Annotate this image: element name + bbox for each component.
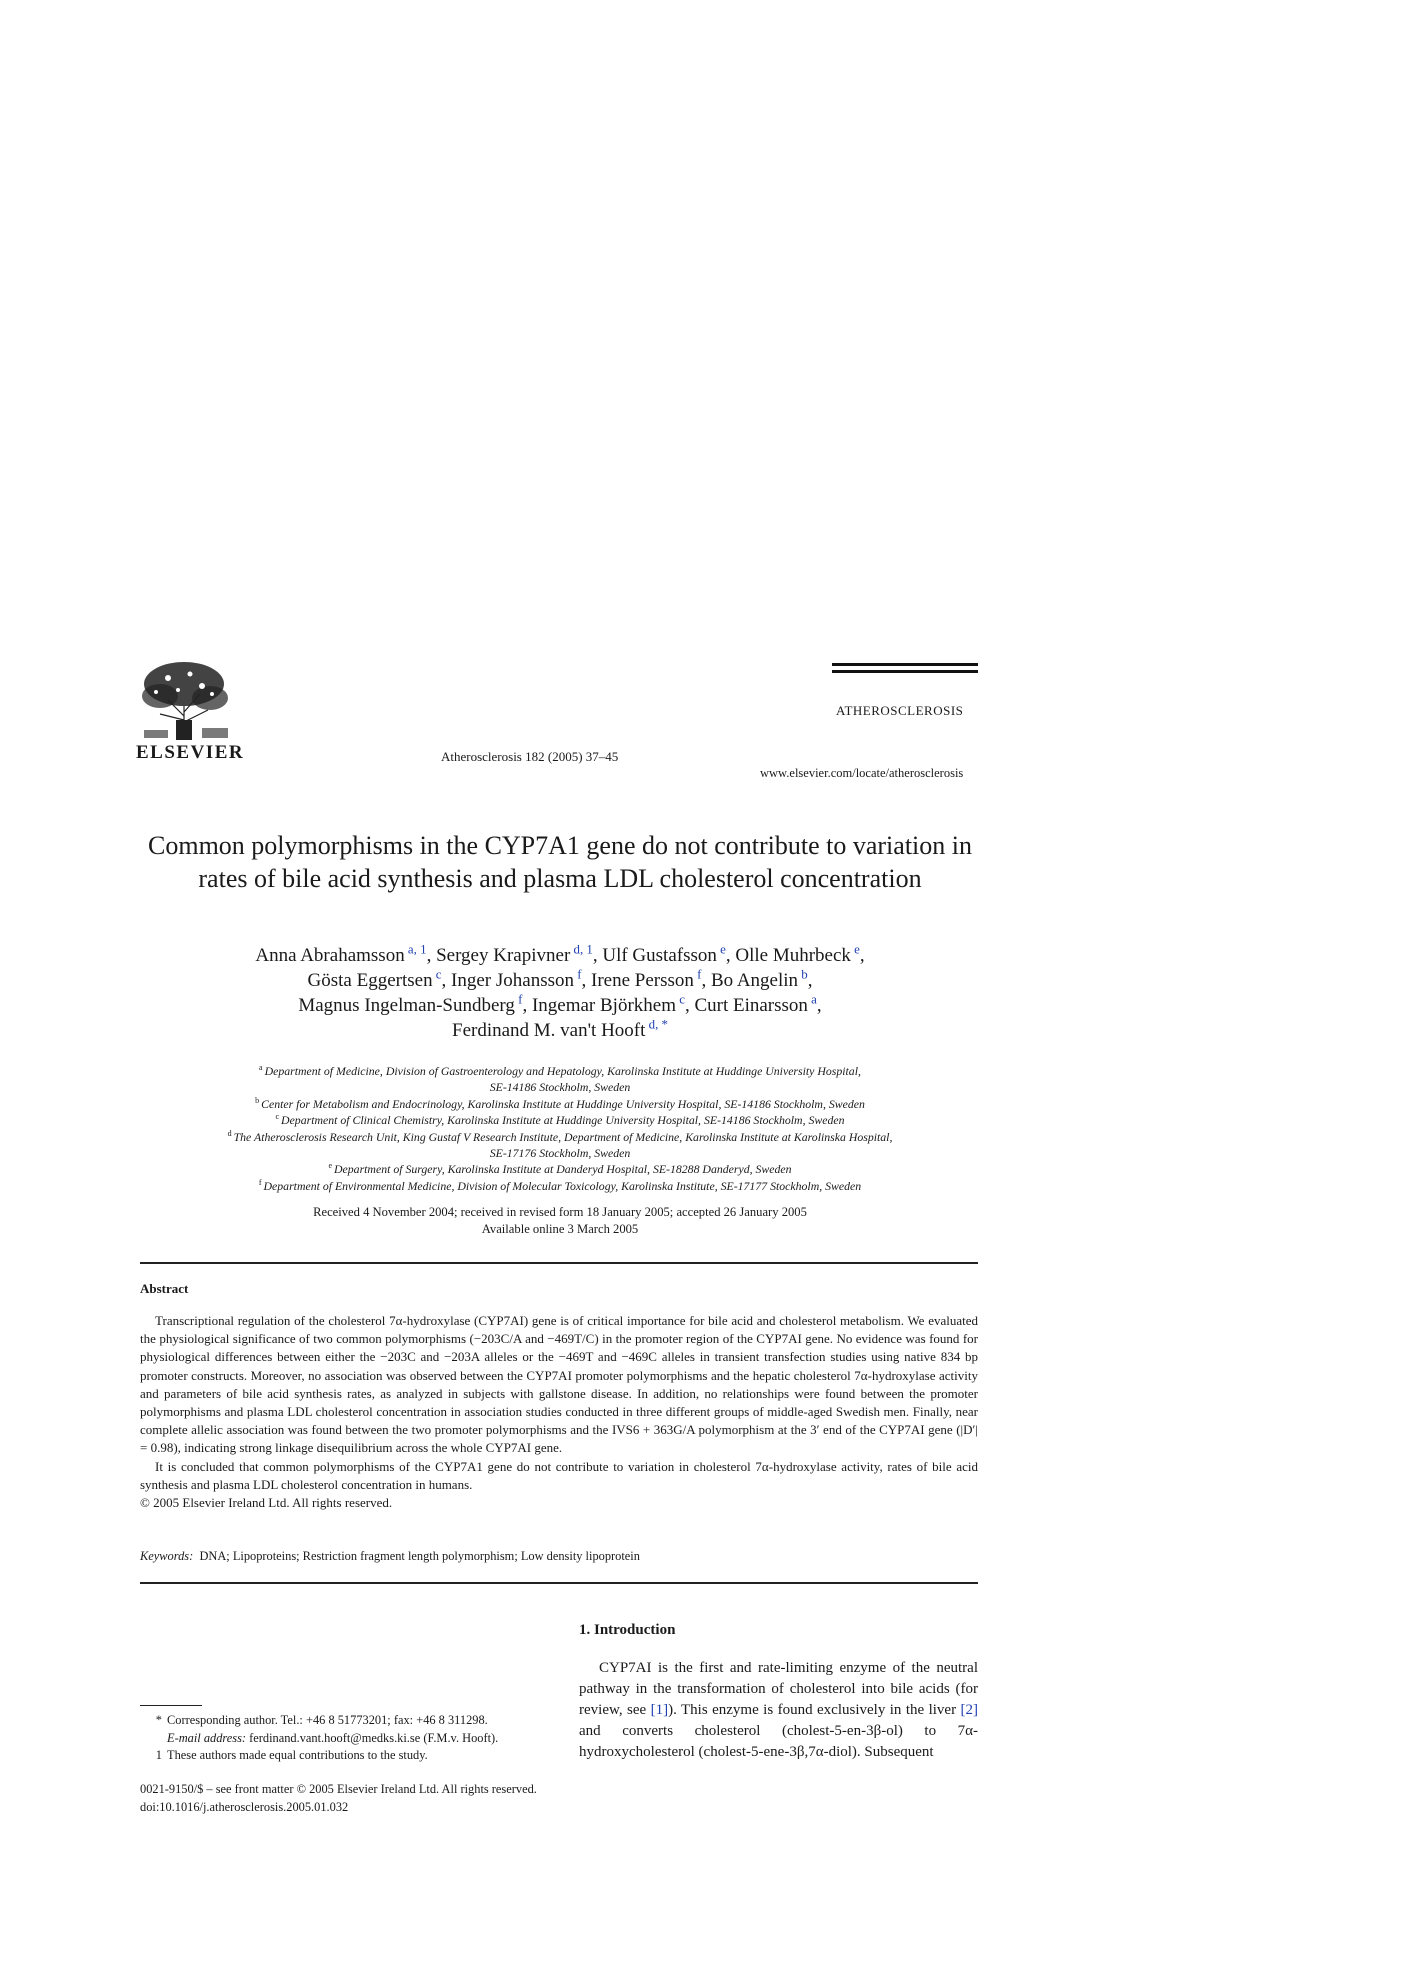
author-name: Magnus Ingelman-Sundberg	[298, 995, 515, 1016]
divider	[140, 1582, 978, 1584]
author-list	[140, 943, 980, 1043]
journal-rule	[832, 670, 978, 673]
affiliation-text: SE-17176 Stockholm, Sweden	[489, 1146, 631, 1161]
author-separator: ,	[684, 995, 695, 1016]
abstract-paragraph: It is concluded that common polymorphisms of the CYP7A1 gene do not contribute to variation in cholesterol 7α-hydroxylase activity, rates of bile acid synthesis and plasma LDL cholesterol concentration in humans.	[140, 1458, 978, 1492]
author-affiliation-marker[interactable]: e	[716, 941, 726, 957]
publisher-logo-text: ELSEVIER	[136, 742, 245, 763]
article-dates	[140, 1204, 980, 1238]
affiliation-list	[140, 1063, 980, 1194]
affiliation-key: f	[258, 1177, 264, 1187]
author-affiliation-marker[interactable]: f	[693, 966, 702, 982]
author-affiliation-marker[interactable]: d, *	[645, 1016, 668, 1032]
author-affiliation-marker[interactable]: a	[807, 991, 817, 1007]
author-separator: ,	[725, 945, 736, 966]
affiliation-key: e	[328, 1161, 335, 1171]
footnote-corresponding	[140, 1712, 560, 1730]
author-name: Anna Abrahamsson	[255, 945, 405, 966]
author-separator: ,	[859, 945, 865, 966]
author-separator: ,	[426, 945, 437, 966]
author-affiliation-marker[interactable]: e	[850, 941, 860, 957]
abstract-body	[140, 1312, 978, 1512]
affiliation-text: Center for Metabolism and Endocrinology, Karolinska Institute at Huddinge University Hospital, SE-14186 Stockholm, Sweden	[261, 1096, 865, 1111]
affiliation-b	[140, 1096, 980, 1112]
introduction-body	[579, 1658, 978, 1763]
available-online-date: Available online 3 March 2005	[481, 1222, 639, 1236]
intro-text-run: and converts cholesterol (cholest-5-en-3β-ol) to 7α-hydroxycholesterol (cholest-5-ene-3β,7α-diol). Subsequent	[579, 1723, 978, 1760]
author-separator: ,	[701, 970, 711, 991]
front-matter-note	[140, 1781, 537, 1817]
journal-reference: Atherosclerosis 182 (2005) 37–45	[441, 749, 619, 764]
author-name: Inger Johansson	[451, 970, 574, 991]
affiliation-text: The Atherosclerosis Research Unit, King Gustaf V Research Institute, Department of Medicine, Karolinska Institute at Karolinska Hospital,	[233, 1129, 893, 1144]
footnote-equal-contribution	[140, 1747, 560, 1765]
author-affiliation-marker[interactable]: f	[574, 966, 582, 982]
author-name: Irene Persson	[591, 970, 694, 991]
affiliation-text: SE-14186 Stockholm, Sweden	[489, 1080, 631, 1095]
author-affiliation-marker[interactable]: f	[514, 991, 523, 1007]
journal-rule	[832, 663, 978, 666]
author-affiliation-marker[interactable]: c	[432, 966, 442, 982]
doi-line[interactable]: doi:10.1016/j.atherosclerosis.2005.01.032	[140, 1799, 349, 1814]
journal-name: ATHEROSCLEROSIS	[836, 703, 964, 718]
divider	[140, 1262, 978, 1264]
author-name: Olle Muhrbeck	[735, 945, 851, 966]
footnote-marker: *	[155, 1713, 162, 1727]
affiliation-f	[140, 1178, 980, 1194]
author-affiliation-marker[interactable]: b	[798, 966, 808, 982]
introduction-heading: 1. Introduction	[579, 1622, 676, 1638]
email-address[interactable]: ferdinand.vant.hooft@medks.ki.se (F.M.v. Hooft).	[246, 1730, 499, 1745]
author-name: Sergey Krapivner	[436, 945, 571, 966]
affiliation-text: Department of Surgery, Karolinska Institute at Danderyd Hospital, SE-18288 Danderyd, Sweden	[334, 1162, 792, 1177]
affiliation-key: a	[259, 1063, 265, 1073]
author-name: Ferdinand M. van't Hooft	[452, 1020, 646, 1041]
author-affiliation-marker[interactable]: a, 1	[404, 941, 427, 957]
affiliation-text: Department of Environmental Medicine, Division of Molecular Toxicology, Karolinska Institute, SE-17177 Stockholm, Sweden	[263, 1178, 862, 1193]
keywords	[140, 1549, 640, 1564]
journal-url[interactable]: www.elsevier.com/locate/atherosclerosis	[760, 766, 964, 780]
affiliation-e	[140, 1161, 980, 1177]
author-name: Gösta Eggertsen	[307, 970, 433, 991]
keywords-label: Keywords:	[140, 1549, 194, 1563]
author-separator: ,	[592, 945, 603, 966]
affiliation-d	[140, 1129, 980, 1162]
citation-link[interactable]: [1]	[650, 1702, 669, 1718]
footnote-marker: 1	[155, 1748, 162, 1763]
affiliation-c	[140, 1112, 980, 1128]
footnote-email	[140, 1730, 560, 1748]
received-dates: Received 4 November 2004; received in revised form 18 January 2005; accepted 26 January 2005	[313, 1205, 807, 1219]
affiliation-text: Department of Medicine, Division of Gastroenterology and Hepatology, Karolinska Institute at Huddinge University Hospital,	[264, 1064, 861, 1078]
intro-text-run: ). This enzyme is found exclusively in the liver	[668, 1702, 961, 1718]
author-separator: ,	[522, 995, 532, 1016]
footnotes	[140, 1712, 560, 1765]
author-separator: ,	[441, 970, 452, 991]
abstract-paragraph: Transcriptional regulation of the cholesterol 7α-hydroxylase (CYP7AI) gene is of critical importance for bile acid and cholesterol metabolism. We evaluated the physiological significance of two common polymorphisms (−203C/A and −469T/C) in the promoter region of the CYP7AI gene. No evidence was found for physiological differences between either the −203C and −203A alleles or the −469T and −469C alleles in transient transfection studies using native 834 bp promoter constructs. Moreover, no association was observed between the CYP7AI promoter polymorphisms and the hepatic cholesterol 7α-hydroxylase activity and parameters of bile acid synthesis rates, as analyzed in subjects with gallstone disease. In addition, no relationships were found between the promoter polymorphisms and plasma LDL cholesterol concentration in association studies conducted in three different groups of middle-aged Swedish men. Finally, near complete allelic association was found between the two promoter polymorphisms and the IVS6 + 363G/A polymorphism at the 3′ end of the CYP7AI gene (|D′| = 0.98), indicating strong linkage disequilibrium across the whole CYP7AI gene.	[140, 1313, 978, 1456]
author-separator: ,	[816, 995, 822, 1016]
author-name: Curt Einarsson	[694, 995, 808, 1016]
email-label: E-mail address:	[167, 1730, 247, 1745]
footnote-text: Corresponding author. Tel.: +46 8 51773201; fax: +46 8 311298.	[167, 1713, 488, 1727]
affiliation-key: b	[255, 1095, 262, 1105]
article-title: Common polymorphisms in the CYP7A1 gene do not contribute to variation in rates of bile acid synthesis and plasma LDL cholesterol concentration	[148, 831, 972, 893]
issn-line: 0021-9150/$ – see front matter © 2005 Elsevier Ireland Ltd. All rights reserved.	[140, 1782, 537, 1796]
affiliation-a	[140, 1063, 980, 1096]
introduction-paragraph	[579, 1658, 978, 1763]
author-name: Ulf Gustafsson	[602, 945, 717, 966]
footnote-rule	[140, 1705, 202, 1706]
author-separator: ,	[807, 970, 813, 991]
footnote-text: These authors made equal contributions to the study.	[167, 1748, 428, 1763]
author-affiliation-marker[interactable]: c	[675, 991, 685, 1007]
abstract-copyright: © 2005 Elsevier Ireland Ltd. All rights reserved.	[140, 1495, 393, 1511]
citation-link[interactable]: [2]	[960, 1702, 978, 1718]
keywords-text: DNA; Lipoproteins; Restriction fragment length polymorphism; Low density lipoprotein	[199, 1549, 640, 1563]
author-name: Ingemar Björkhem	[531, 995, 676, 1016]
affiliation-key: d	[227, 1128, 234, 1138]
affiliation-text: Department of Clinical Chemistry, Karolinska Institute at Huddinge University Hospital, SE-14186 Stockholm, Sweden	[281, 1113, 845, 1128]
author-affiliation-marker[interactable]: d, 1	[570, 941, 593, 957]
author-name: Bo Angelin	[710, 970, 799, 991]
intro-text-run: CYP7AI is the first and rate-limiting enzyme of the neutral pathway in the transformation of cholesterol into bile acids (for review, see	[579, 1660, 978, 1718]
abstract-heading: Abstract	[140, 1281, 189, 1296]
author-separator: ,	[581, 970, 592, 991]
affiliation-key: c	[275, 1112, 282, 1122]
